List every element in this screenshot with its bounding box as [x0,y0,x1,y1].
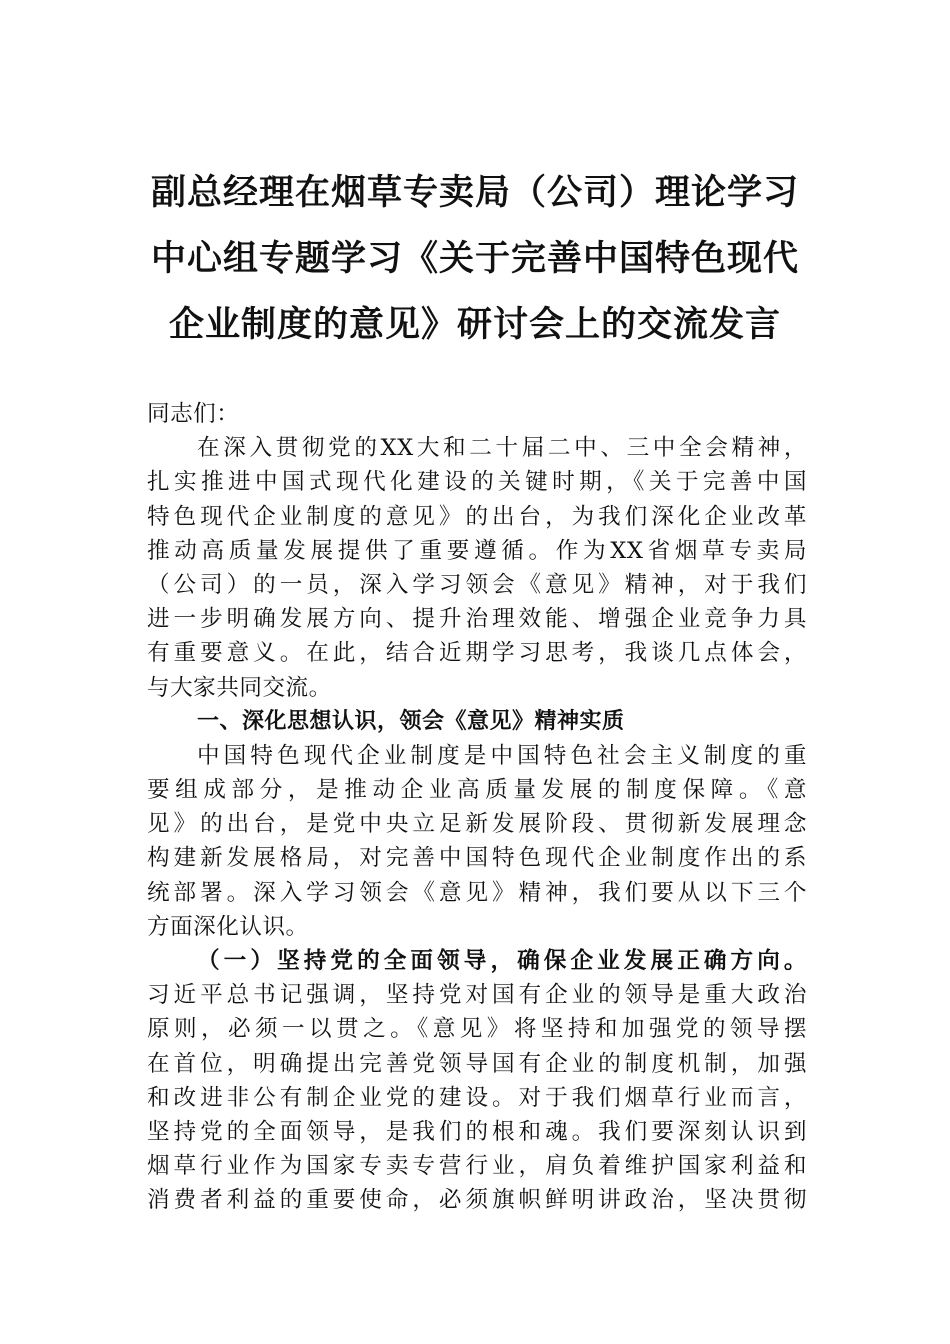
paragraph-line: 烟草行业作为国家专卖专营行业，肩负着维护国家利益和 [147,1153,807,1180]
title-line: 企业制度的意见》研讨会上的交流发言 [168,304,781,345]
paragraph-line: 在深入贯彻党的XX大和二十届二中、三中全会精神， [197,435,807,462]
salutation: 同志们： [147,401,240,427]
document-title [100,160,850,358]
paragraph-line: 与大家共同交流。 [147,674,332,701]
paragraph-line: 统部署。深入学习领会《意见》精神，我们要从以下三个 [147,879,807,906]
paragraph-line: 构建新发展格局，对完善中国特色现代企业制度作出的系 [147,845,807,872]
paragraph-line: 和改进非公有制企业党的建设。对于我们烟草行业而言， [147,1084,807,1111]
paragraph-line: 在首位，明确提出完善党领导国有企业的制度机制，加强 [147,1050,807,1077]
section-heading: 一、深化思想认识，领会《意见》精神实质 [197,708,625,734]
paragraph-line: 扎实推进中国式现代化建设的关键时期，《关于完善中国 [147,469,807,496]
paragraph-line: 进一步明确发展方向、提升治理效能、增强企业竞争力具 [147,606,807,633]
paragraph-line: 中国特色现代企业制度是中国特色社会主义制度的重 [197,742,807,769]
paragraph-line: 要组成部分，是推动企业高质量发展的制度保障。《意 [147,777,807,804]
paragraph-line: 坚持党的全面领导，是我们的根和魂。我们要深刻认识到 [147,1118,807,1145]
document-body [147,397,807,1218]
paragraph-line: 消费者利益的重要使命，必须旗帜鲜明讲政治，坚决贯彻 [147,1187,807,1214]
paragraph-line: 习近平总书记强调，坚持党对国有企业的领导是重大政治 [147,982,807,1009]
paragraph-line: 见》的出台，是党中央立足新发展阶段、贯彻新发展理念 [147,811,807,838]
paragraph-line: 原则，必须一以贯之。《意见》将坚持和加强党的领导摆 [147,1016,807,1043]
title-line: 中心组专题学习《关于完善中国特色现代 [150,238,799,279]
subsection-heading: （一）坚持党的全面领导，确保企业发展正确方向。 [197,948,807,974]
paragraph-line: （公司）的一员，深入学习领会《意见》精神，对于我们 [147,571,807,598]
paragraph-line: 有重要意义。在此，结合近期学习思考，我谈几点体会， [147,640,807,667]
paragraph-line: 特色现代企业制度的意见》的出台，为我们深化企业改革 [147,503,807,530]
paragraph-line: 方面深化认识。 [147,913,309,940]
title-line: 副总经理在烟草专卖局（公司）理论学习 [150,172,799,213]
paragraph-line: 推动高质量发展提供了重要遵循。作为XX省烟草专卖局 [147,537,807,564]
